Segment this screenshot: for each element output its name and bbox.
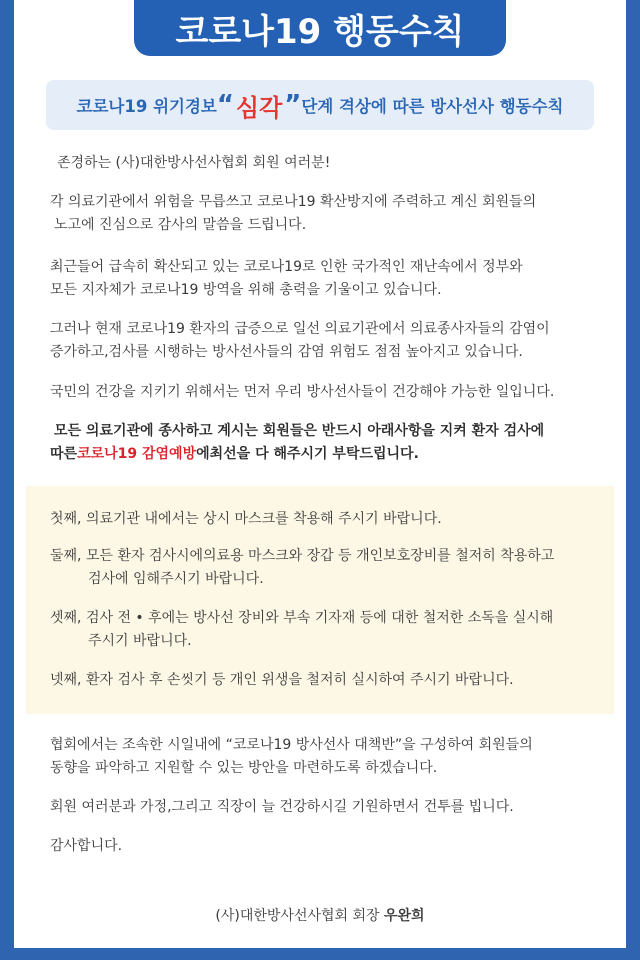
paragraph-3-line2: 증가하고,검사를 시행하는 방사선사들의 감염 위험도 점점 높아지고 있습니다. [50,344,523,360]
rule-3-line2: 주시기 바랍니다. [88,633,192,649]
rule-1 [50,508,610,531]
paragraph-4-line1: 국민의 건강을 지키기 위해서는 먼저 우리 방사선사들이 건강해야 가능한 일입니다. [50,384,555,400]
paragraph-2 [50,256,610,302]
paragraph-1-line1: 각 의료기관에서 위험을 무릅쓰고 코로나19 확산방지에 주력하고 계신 회원들의 [50,194,537,210]
open-quote: “ [216,90,234,120]
page-title [134,0,506,56]
request-line2-suffix: 에최선을 다 해주시기 부탁드립니다. [196,446,419,462]
rule-3-line1: 셋째, 검사 전 • 후에는 방사선 장비와 부속 기자재 등에 대한 철저한 소독을 실시해 [50,610,554,626]
paragraph-3-line1: 그러나 현재 코로나19 환자의 급증으로 일선 의료기관에서 의료종사자들의 감염이 [50,321,550,337]
request-line1: 모든 의료기관에 종사하고 계시는 회원들은 반드시 아래사항을 지켜 환자 검사에 [54,423,545,439]
rule-1-line1: 첫째, 의료기관 내에서는 상시 마스크를 착용해 주시기 바랍니다. [50,511,442,527]
close-quote: ” [284,90,302,120]
paragraph-2-line2: 모든 지자체가 코로나19 방역을 위해 총력을 기울이고 있습니다. [50,282,442,298]
rule-2-line1: 둘째, 모든 환자 검사시에의료용 마스크와 장갑 등 개인보호장비를 철저히 착용하고 [50,548,555,564]
rule-2-line2: 검사에 임해주시기 바랍니다. [88,571,264,587]
signature-org: (사)대한방사선사협회 회장 [215,908,384,924]
closing-2-line1: 회원 여러분과 가정,그리고 직장이 늘 건강하시길 기원하면서 건투를 빕니다. [50,799,514,815]
signature-name: 우완희 [384,908,425,924]
subtitle-banner [46,80,594,130]
rule-3 [50,607,610,653]
rule-4-line1: 넷째, 환자 검사 후 손씻기 등 개인 위생을 철저히 실시하여 주시기 바랍니다. [50,672,514,688]
rule-4 [50,669,610,692]
request-highlight: 코로나19 감염예방 [77,446,197,462]
request-paragraph [50,420,610,466]
subtitle-suffix: 단계 격상에 따른 방사선사 행동수칙 [301,97,564,116]
subtitle-prefix: 코로나19 위기경보 [76,97,217,116]
paragraph-1-line2: 노고에 진심으로 감사의 말씀을 드립니다. [54,217,307,233]
paragraph-2-line1: 최근들어 급속히 확산되고 있는 코로나19로 인한 국가적인 재난속에서 정부와 [50,259,523,275]
subtitle-emphasis: 심각 [235,93,283,122]
closing-1-line1: 협회에서는 조속한 시일내에 “코로나19 방사선사 대책반”을 구성하여 회원들의 [50,737,533,753]
closing-paragraph-2 [50,796,610,819]
paragraph-1 [50,191,610,237]
request-line2-prefix: 따른 [50,446,78,462]
closing-paragraph-3 [50,835,610,858]
title-text: 코로나19 행동수칙 [175,11,465,52]
paragraph-4 [50,381,610,404]
signature [0,905,640,925]
greeting: 존경하는 (사)대한방사선사협회 회원 여러분! [57,155,331,171]
rule-2 [50,545,610,591]
closing-paragraph-1 [50,734,610,780]
closing-1-line2: 동향을 파악하고 지원할 수 있는 방안을 마련하도록 하겠습니다. [50,760,438,776]
paragraph-3 [50,318,610,364]
closing-3-line1: 감사합니다. [50,838,123,854]
